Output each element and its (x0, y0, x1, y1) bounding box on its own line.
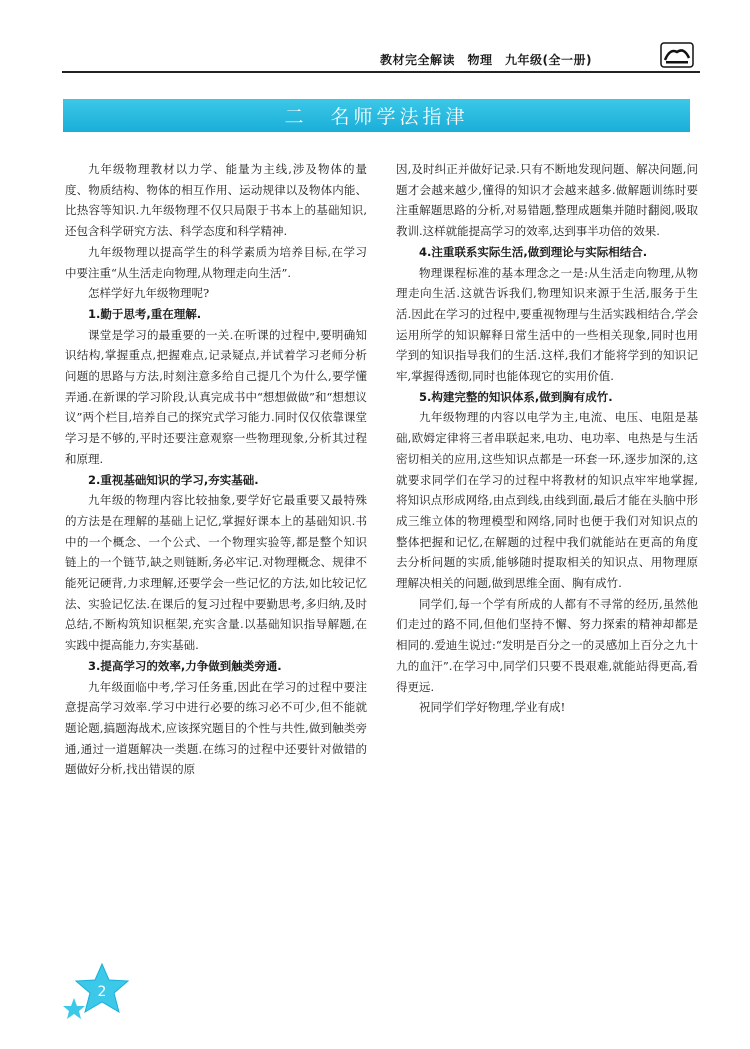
section-banner (63, 99, 690, 132)
paragraph: 九年级物理以提高学生的科学素质为培养目标,在学习中要注重“从生活走向物理,从物理走向生活”. (65, 244, 367, 280)
paragraph: 九年级的物理内容比较抽象,要学好它最重要又最特殊的方法是在理解的基础上记忆,掌握好课本上的基础知识.书中的一个概念、一个公式、一个物理实验等,都是整个知识链上的一个链节,缺之则链断,务必牢记.对物理概念、规律不能死记硬背,力求理解,还要学会一些记忆的方法,如比较记忆法、实验记忆法.在课后的复习过程中要勤思考,多归纳,及时总结,不断构筑知识框架,充实含量.以基础知识指导解题,在实践中提高能力,夯实基础. (65, 493, 367, 653)
section-title: 二 名师学法指津 (284, 106, 469, 128)
paragraph: 同学们,每一个学有所成的人都有不寻常的经历,虽然他们走过的路不同,但他们坚持不懈、努力探索的精神却都是相同的.爱迪生说过:“发明是百分之一的灵感加上百分之九十九的血汗”.在学习中,同学们只要不畏艰难,就能站得更高,看得更远. (396, 596, 698, 694)
section-heading: 5.构建完整的知识体系,做到胸有成竹. (419, 389, 613, 404)
paragraph: 九年级物理的内容以电学为主,电流、电压、电阻是基础,欧姆定律将三者串联起来,电功、电功率、电热是与生活密切相关的应用,这些知识点都是一环套一环,逐步加深的,这就要求同学们在学习的过程中将教材的知识点牢牢地掌握,将知识点形成网络,由点到线,由线到面,最后才能在头脑中形成三维立体的物理模型和网络,同时也便于我们对知识点的整体把握和记忆,在解题的过程中我们就能站在更高的角度去分析问题的实质,能够随时提取相关的知识点、用物理原理解决相关的问题,做到思维全面、胸有成竹. (396, 410, 698, 591)
page-number-badge (62, 962, 136, 1020)
paragraph: 九年级面临中考,学习任务重,因此在学习的过程中要注意提高学习效率.学习中进行必要的练习必不可少,但不能就题论题,搞题海战术,应该探究题目的个性与共性,做到触类旁通,通过一道题解决一类题.在练习的过程中还要针对做错的题做好分析,找出错误的原 (65, 679, 367, 777)
paragraph: 九年级物理教材以力学、能量为主线,涉及物体的量度、物质结构、物体的相互作用、运动规律以及物体内能、比热容等知识.九年级物理不仅只局限于书本上的基础知识,还包含科学研究方法、科学态度和科学精神. (65, 162, 367, 239)
section-heading: 2.重视基础知识的学习,夯实基础. (88, 472, 259, 487)
paragraph: 物理课程标准的基本理念之一是:从生活走向物理,从物理走向生活.这就告诉我们,物理知识来源于生活,服务于生活.因此在学习的过程中,要重视物理与生活实践相结合,学会运用所学的知识解释日常生活中的一些相关现象,同时也用学到的知识指导我们的生活.这样,我们才能将学到的知识记牢,掌握得透彻,同时也能体现它的实用价值. (396, 265, 698, 384)
running-header-title: 教材完全解读 物理 九年级(全一册) (380, 53, 592, 67)
paragraph: 课堂是学习的最重要的一关.在听课的过程中,要明确知识结构,掌握重点,把握难点,记录疑点,并试着学习老师分析问题的思路与方法,时刻注意多给自己提几个为什么,要学懂弄通.在新课的学习阶段,认真完成书中“想想做做”和“想想议议”两个栏目,培养自己的探究式学习能力.同时仅仅依靠课堂学习是不够的,平时还要注意观察一些物理现象,分析其过程和原理. (65, 327, 367, 466)
paragraph-continuation: 因,及时纠正并做好记录.只有不断地发现问题、解决问题,问题才会越来越少,懂得的知识才会越来越多.做解题训练时要注重解题思路的分析,对易错题,整理成题集并随时翻阅,吸取教训.这样就能提高学习的效率,达到事半功倍的效果. (396, 162, 698, 239)
section-heading: 3.提高学习的效率,力争做到触类旁通. (88, 658, 282, 673)
header-rule (62, 71, 700, 73)
left-column (65, 159, 367, 780)
page-number: 2 (97, 984, 107, 1000)
right-column (396, 159, 698, 718)
paragraph: 祝同学们学好物理,学业有成! (419, 700, 566, 715)
section-heading: 4.注重联系实际生活,做到理论与实际相结合. (419, 244, 648, 259)
paragraph: 怎样学好九年级物理呢? (88, 286, 210, 301)
small-star-icon (63, 998, 85, 1019)
book-publisher-logo-icon (660, 42, 694, 68)
section-heading: 1.勤于思考,重在理解. (88, 306, 202, 321)
